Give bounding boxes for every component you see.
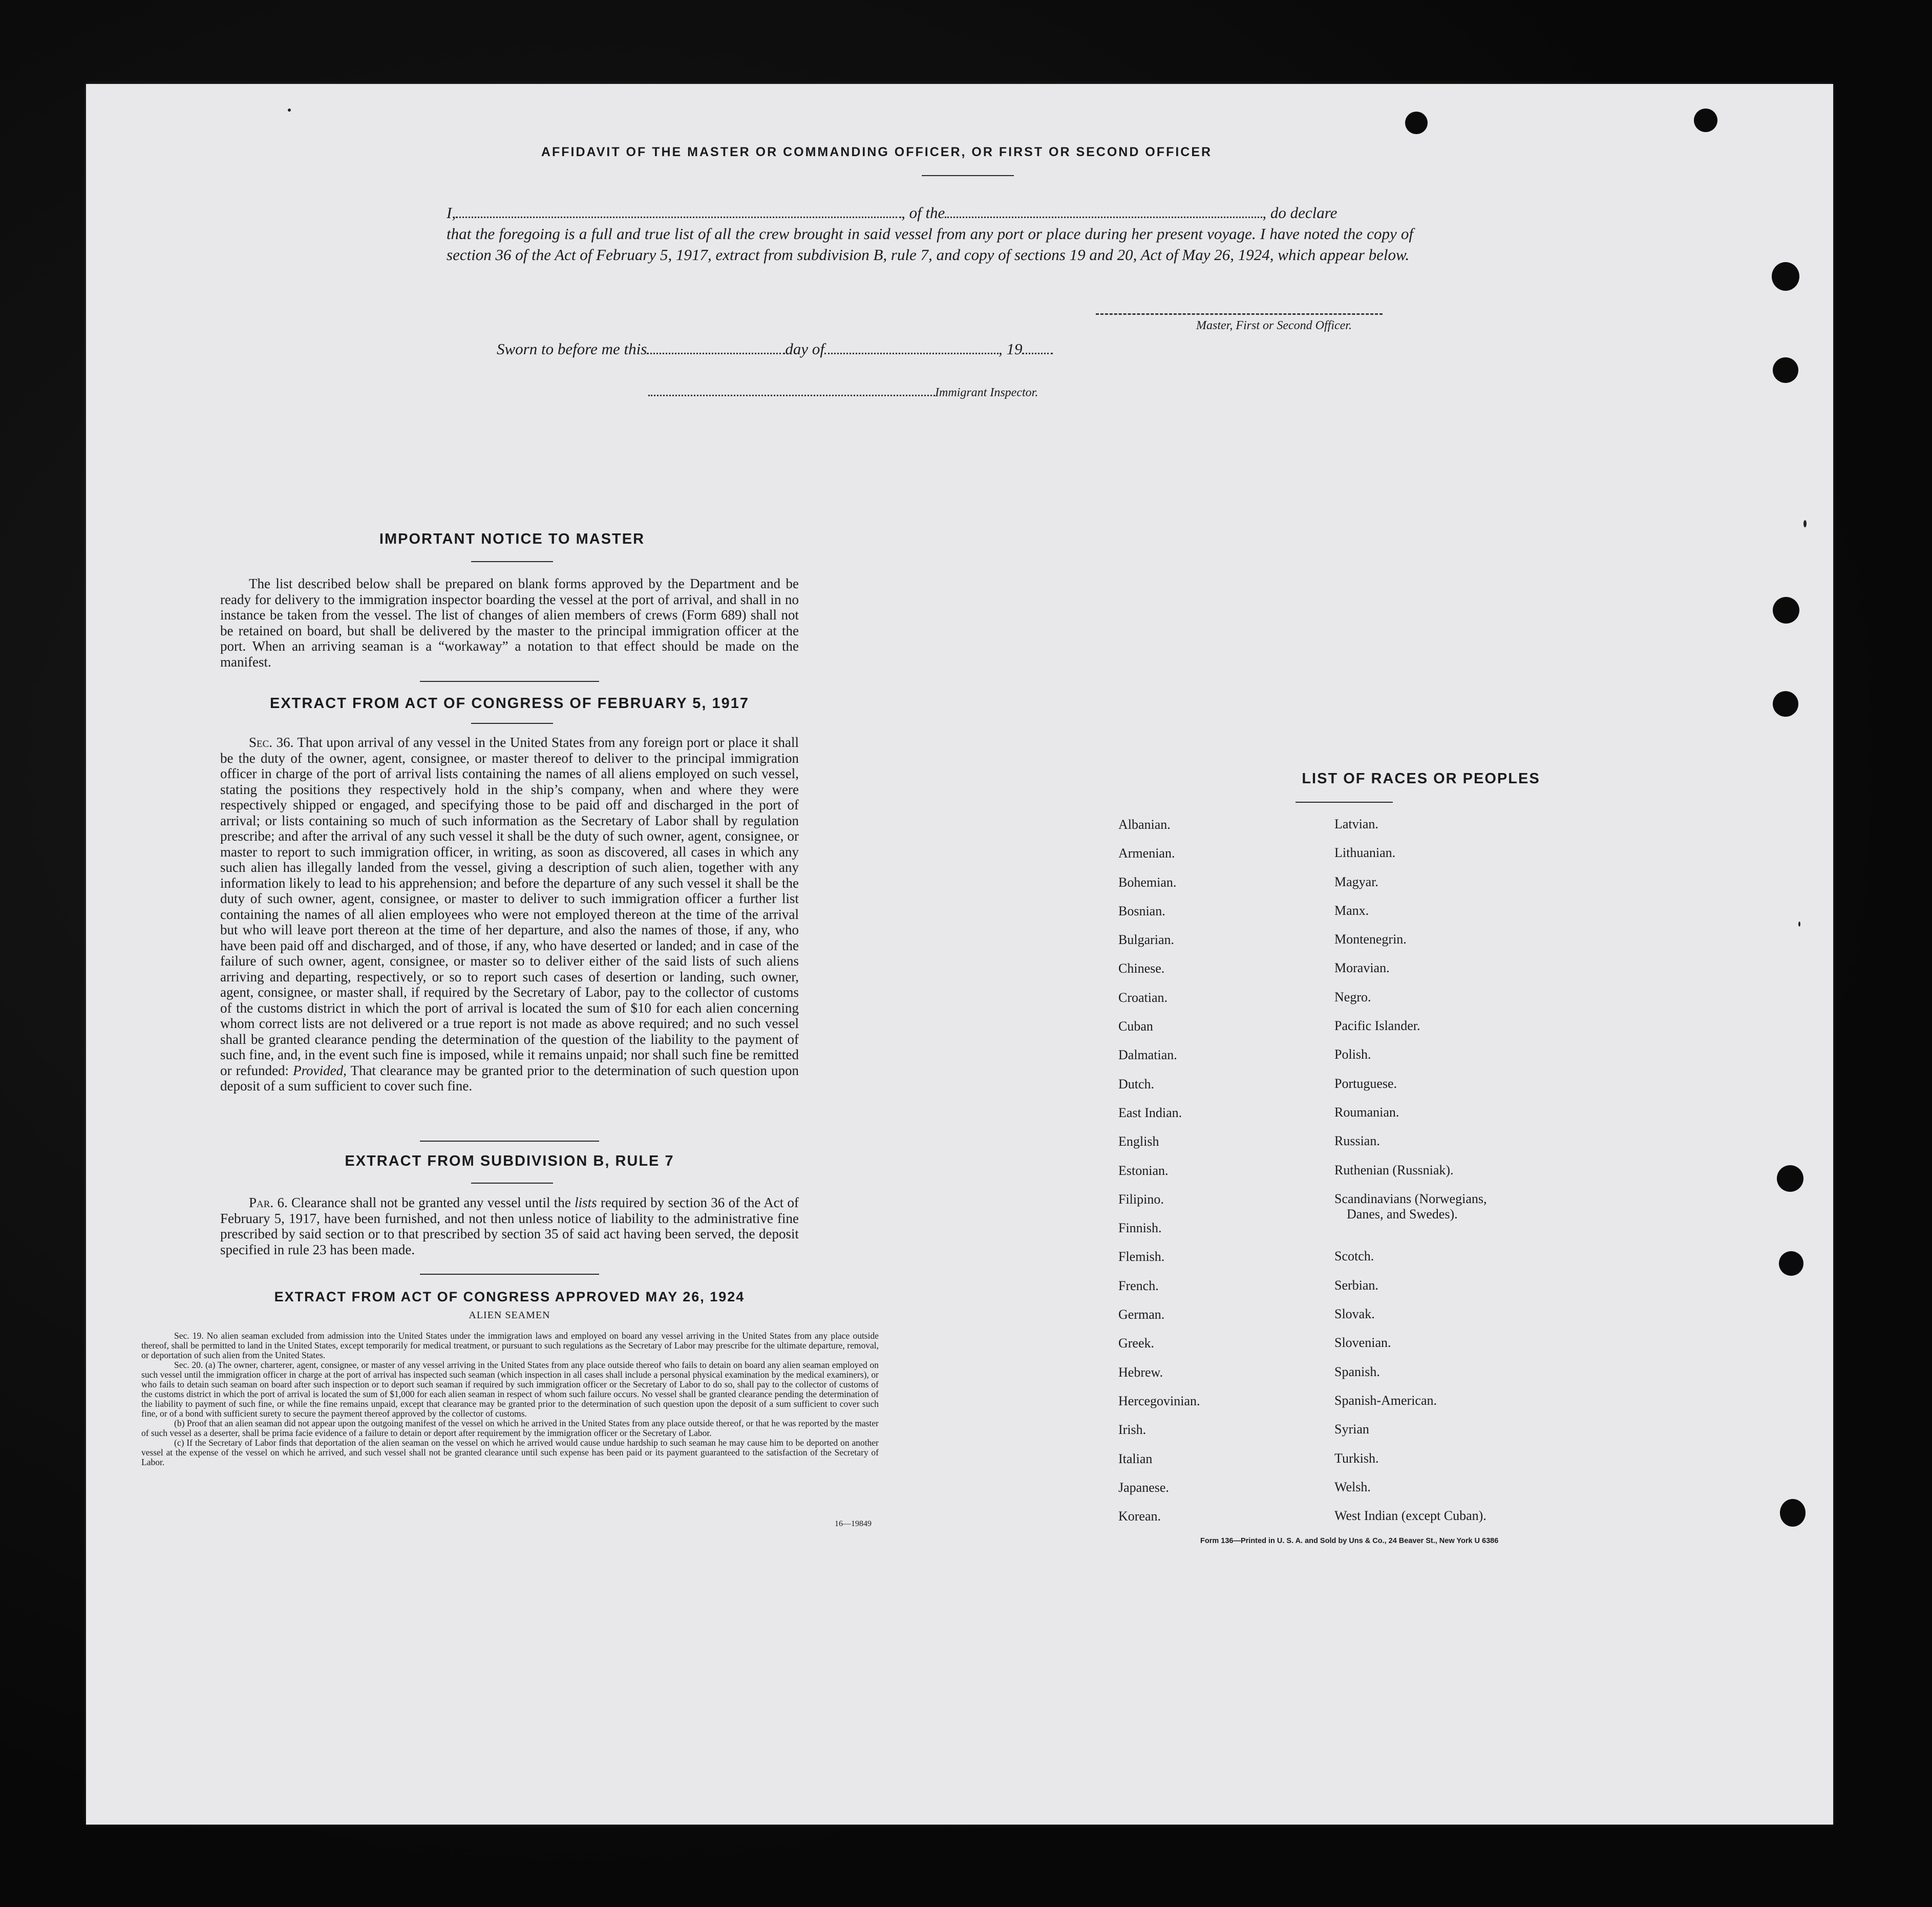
race-left: Filipino.: [1118, 1191, 1164, 1207]
race-right: Turkish.: [1334, 1450, 1379, 1466]
par6-text-a: Clearance shall not be granted any vessel until the: [291, 1195, 571, 1210]
race-right: Latvian.: [1334, 817, 1378, 831]
punch-hole: [1694, 109, 1717, 132]
race-right: Syrian: [1334, 1422, 1369, 1437]
race-row: [1118, 846, 1579, 874]
race-right: Spanish.: [1334, 1364, 1380, 1379]
race-left: French.: [1118, 1278, 1159, 1293]
race-row: [1118, 817, 1579, 846]
races-list: [1118, 817, 1579, 1537]
punch-hole: [1405, 112, 1428, 134]
sec36-text-b: That clearance may be granted prior to the determination of such question upon deposit of a sum sufficient to cover such fine.: [220, 1062, 799, 1094]
race-left: Japanese.: [1118, 1480, 1169, 1495]
punch-hole: [1779, 1251, 1803, 1276]
par6-lists: lists: [575, 1195, 597, 1210]
declare-i: I,: [447, 204, 456, 222]
sec36-provided: Provided,: [293, 1062, 347, 1078]
month-blank: [824, 342, 999, 354]
declare-do-declare: , do declare: [1262, 204, 1337, 222]
name-blank: [456, 206, 901, 218]
sec36-text-a: That upon arrival of any vessel in the United States from any foreign port or place it shall be the duty of the owner, agent, consignee, or master thereof to deliver to the principal immigration officer in charge of the port of arrival lists containing the names of all aliens employed on such vessel, stating the positions they respectively hold in the ship’s company, when and where they were respectively shipped or engaged, and specifying those to be paid off and discharged in the port of arrival; or lists containing so much of such information as the Secretary of Labor shall by regulation prescribe; and after the arrival of any such vessel it shall be the duty of such owner, agent, consignee, or master to report to such immigration officer, in writing, as soon as discovered, all cases in which any such alien has illegally landed from the vessel, giving a description of such alien, together with any information likely to lead to his apprehension; and before the departure of any such vessel it shall be the duty of such owner, agent, consignee, or master to deliver to such immigration officer a further list containing the names of all alien employees who were not employed thereon at the time of the arrival but who will leave port thereon at the time of her departure, and also the names of those, if any, who have been paid off and discharged, and of those, if any, who have deserted or landed; and in case of the failure of such owner, agent, consignee, or master so to deliver either of the said lists of such aliens arriving and departing, respectively, or so to report such cases of desertion or landing, such owner, agent, consignee, or master shall, if required by the Secretary of Labor, pay to the collector of customs of the customs district in which the port of arrival is located the sum of $10 for each alien concerning whom correct lists are not delivered or a true report is not made as above required; and no such vessel shall be granted clearance pending the determination of the question of the liability to the payment of such fine, and, in the event such fine is imposed, while it remains unpaid; nor shall such fine be remitted or refunded:: [220, 735, 799, 1078]
form-footer: Form 136—Printed in U. S. A. and Sold by Uns & Co., 24 Beaver St., New York U 6386: [1200, 1537, 1499, 1545]
affidavit-declaration: [447, 202, 1413, 265]
sec19-text: Sec. 19. No alien seaman excluded from admission into the United States under the immigration laws and employed on board any vessel arriving in the United States from any place outside thereof, shall be permitted to land in the United States, except temporarily for medical treatment, or pursuant to such regulations as the Secretary of Labor may prescribe for the ultimate departure, removal, or deportation of such alien from the United States.: [141, 1331, 879, 1360]
race-row: [1118, 1019, 1579, 1047]
race-left: Irish.: [1118, 1422, 1147, 1438]
race-left: Greek.: [1118, 1336, 1155, 1351]
sworn-day-of: day of: [785, 340, 824, 358]
day-blank: [647, 342, 785, 354]
race-row: [1118, 1105, 1579, 1134]
year-blank: [1022, 342, 1053, 354]
race-left: Finnish.: [1118, 1220, 1162, 1236]
par6-label: Par. 6.: [249, 1195, 288, 1210]
race-right: Russian.: [1334, 1133, 1380, 1149]
race-left: Albanian.: [1118, 817, 1171, 832]
section-divider: [420, 1141, 599, 1142]
sec20b-text: (b) Proof that an alien seaman did not appear upon the outgoing manifest of the vessel on which he arrived in the United States from any place outside thereof, or that he was reported by the master of such vessel as a deserter, shall be prima facie evidence of a failure to detain or deport after requirement by the immigration officer or the Secretary of Labor.: [141, 1418, 879, 1438]
races-divider: [1296, 802, 1393, 803]
signature-line: [1096, 313, 1383, 319]
sworn-line: [497, 340, 1053, 358]
rule-7-divider: [471, 1183, 553, 1184]
race-right: Slovak.: [1334, 1306, 1375, 1322]
act-1917-heading: EXTRACT FROM ACT OF CONGRESS OF FEBRUARY 5, 1917: [269, 695, 750, 712]
race-right: Slovenian.: [1334, 1335, 1391, 1351]
section-36-text: [220, 735, 799, 1094]
punch-hole: [1773, 691, 1798, 717]
race-left: German.: [1118, 1307, 1165, 1322]
race-row: [1118, 1047, 1579, 1076]
race-right: Lithuanian.: [1334, 845, 1396, 861]
sworn-prefix: Sworn to before me this: [497, 340, 647, 358]
race-row: [1118, 1278, 1579, 1307]
paragraph-6-text: [220, 1195, 799, 1257]
race-right: Scandinavians (Norwegians,: [1334, 1191, 1487, 1206]
sec20a-text: Sec. 20. (a) The owner, charterer, agent, consignee, or master of any vessel arriving in the United States from any place outside thereof who fails to detain on board any alien seaman employed on such vessel until the immigration officer in charge at the port of arrival has inspected such seaman (which inspection in all cases shall include a personal physical examination by the medical examiners), or who fails to detain such seaman on board after such inspection or to deport such seaman if required by such immigration officer or the Secretary of Labor to do so, shall pay to the collector of customs of the customs district in which the port of arrival is located the sum of $1,000 for each alien seaman in respect of whom such failure occurs. No vessel shall be granted clearance pending the determination of the liability to payment of such fine, or while the fine remains unpaid, except that clearance may be granted prior to the determination of such question upon the deposit of a sum sufficient to cover such fine, or of a bond with sufficient surety to secure the payment thereof approved by the collector of customs.: [141, 1360, 879, 1419]
race-left: Dutch.: [1118, 1076, 1155, 1091]
inspector-blank: [648, 388, 935, 396]
race-row: [1118, 932, 1579, 961]
sworn-year: , 19: [998, 340, 1023, 358]
race-left: Bosnian.: [1118, 903, 1165, 918]
race-left: Korean.: [1118, 1509, 1161, 1524]
sections-19-20-text: [141, 1331, 879, 1467]
race-right: Polish.: [1334, 1047, 1371, 1062]
race-right: Spanish-American.: [1334, 1392, 1437, 1408]
alien-seamen-subheading: ALIEN SEAMEN: [469, 1310, 550, 1321]
declaration-body: that the foregoing is a full and true list of all the crew brought in said vessel from any port or place during her present voyage. I have noted the copy of section 36 of the Act of February 5, 1917, extract from subdivision B, rule 7, and copy of sections 19 and 20, Act of May 26, 1924, which appear below.: [447, 225, 1413, 264]
race-left: Bohemian.: [1118, 874, 1177, 890]
rule-7-heading: EXTRACT FROM SUBDIVISION B, RULE 7: [345, 1153, 674, 1169]
race-left: Italian: [1118, 1451, 1153, 1466]
race-right: Portuguese.: [1334, 1076, 1397, 1091]
punch-hole: [1777, 1165, 1803, 1192]
race-right: Welsh.: [1334, 1479, 1371, 1494]
race-row: [1118, 1365, 1579, 1394]
punch-hole: [1773, 597, 1799, 624]
race-row: [1118, 1163, 1579, 1192]
vessel-blank: [945, 206, 1262, 218]
master-caption: Master, First or Second Officer.: [1196, 319, 1352, 332]
race-left: Dalmatian.: [1118, 1047, 1177, 1063]
race-right: Moravian.: [1334, 960, 1390, 976]
race-right: Pacific Islander.: [1334, 1018, 1420, 1034]
speck: [1803, 520, 1807, 527]
race-right: Montenegrin.: [1334, 932, 1407, 947]
race-row: [1118, 1394, 1579, 1422]
race-row: [1118, 1422, 1579, 1451]
race-left: Hercegovinian.: [1118, 1393, 1200, 1408]
sec20c-text: (c) If the Secretary of Labor finds that deportation of the alien seaman on the vessel on which he arrived would cause undue hardship to such seaman he may cause him to be deported on another vessel at the expense of the vessel on which he arrived, and such vessel shall not be granted clearance until such expense has been paid or its payment guaranteed to the satisfaction of the Secretary of Labor.: [141, 1438, 879, 1467]
race-row: [1118, 1480, 1579, 1509]
par6-text-b: required by section 36 of the Act of February 5, 1917, have been furnished, and not then unless notice of liability to the administrative fine prescribed by said section or to that prescribed by section 35 of said act having been served, the deposit specified in rule 23 has been made.: [220, 1195, 799, 1257]
race-row: [1118, 904, 1579, 932]
race-right: Danes, and Swedes).: [1347, 1207, 1458, 1222]
races-heading: LIST OF RACES OR PEOPLES: [1302, 770, 1540, 787]
speck: [1798, 922, 1800, 927]
title-divider: [922, 175, 1014, 176]
race-left: Cuban: [1118, 1019, 1153, 1034]
affidavit-title: AFFIDAVIT OF THE MASTER OR COMMANDING OFFICER, OR FIRST OR SECOND OFFICER: [541, 145, 1213, 159]
race-row: [1118, 875, 1579, 904]
punch-hole: [1773, 357, 1798, 383]
race-right: West Indian (except Cuban).: [1334, 1508, 1487, 1524]
punch-hole: [1780, 1499, 1806, 1527]
race-left: Chinese.: [1118, 961, 1165, 976]
race-left: Hebrew.: [1118, 1364, 1163, 1380]
race-row: [1118, 961, 1579, 990]
master-signature: [1096, 313, 1383, 333]
race-left: East Indian.: [1118, 1105, 1182, 1120]
declaration-line: [447, 202, 1413, 223]
race-row: [1118, 1307, 1579, 1336]
race-right: Magyar.: [1334, 874, 1378, 889]
speck: [288, 109, 291, 112]
notice-heading: IMPORTANT NOTICE TO MASTER: [379, 531, 645, 547]
section-divider: [420, 681, 599, 682]
declare-of-the: , of the: [901, 204, 945, 222]
sec36-label: Sec. 36.: [249, 735, 294, 750]
race-row: [1118, 1249, 1579, 1278]
print-code: 16—19849: [835, 1519, 872, 1528]
race-right: Manx.: [1334, 903, 1369, 918]
race-right: Negro.: [1334, 989, 1371, 1004]
race-left: Armenian.: [1118, 846, 1175, 861]
race-right: Serbian.: [1334, 1277, 1378, 1293]
race-left: Flemish.: [1118, 1249, 1165, 1265]
notice-divider: [471, 561, 553, 562]
act-1917-divider: [471, 723, 553, 724]
section-divider: [420, 1274, 599, 1275]
race-right: Scotch.: [1334, 1249, 1374, 1264]
race-right: Roumanian.: [1334, 1104, 1399, 1120]
inspector-line: [648, 386, 1038, 400]
punch-hole: [1772, 262, 1799, 291]
race-row: [1118, 1336, 1579, 1364]
race-left: Estonian.: [1118, 1163, 1169, 1178]
race-row: [1118, 1207, 1579, 1249]
act-1924-heading: EXTRACT FROM ACT OF CONGRESS APPROVED MAY 26, 1924: [274, 1289, 745, 1304]
race-left: English: [1118, 1134, 1159, 1149]
race-right: Ruthenian (Russniak).: [1334, 1162, 1454, 1177]
race-row: [1118, 1451, 1579, 1480]
race-left: Croatian.: [1118, 990, 1168, 1005]
notice-body: The list described below shall be prepared on blank forms approved by the Department and be ready for delivery to the immigration inspector boarding the vessel at the port of arrival, and shall in no instance be taken from the vessel. The list of changes of alien members of crews (Form 689) shall not be retained on board, but shall be delivered by the master to the principal immigration officer at the port. When an arriving seaman is a “workaway” a notation to that effect should be made on the manifest.: [220, 576, 799, 670]
race-row: [1118, 1134, 1579, 1163]
race-row: [1118, 990, 1579, 1019]
race-row: [1118, 1077, 1579, 1105]
inspector-caption: Immigrant Inspector.: [935, 386, 1038, 399]
race-row: [1118, 1509, 1579, 1537]
race-left: Bulgarian.: [1118, 932, 1175, 948]
